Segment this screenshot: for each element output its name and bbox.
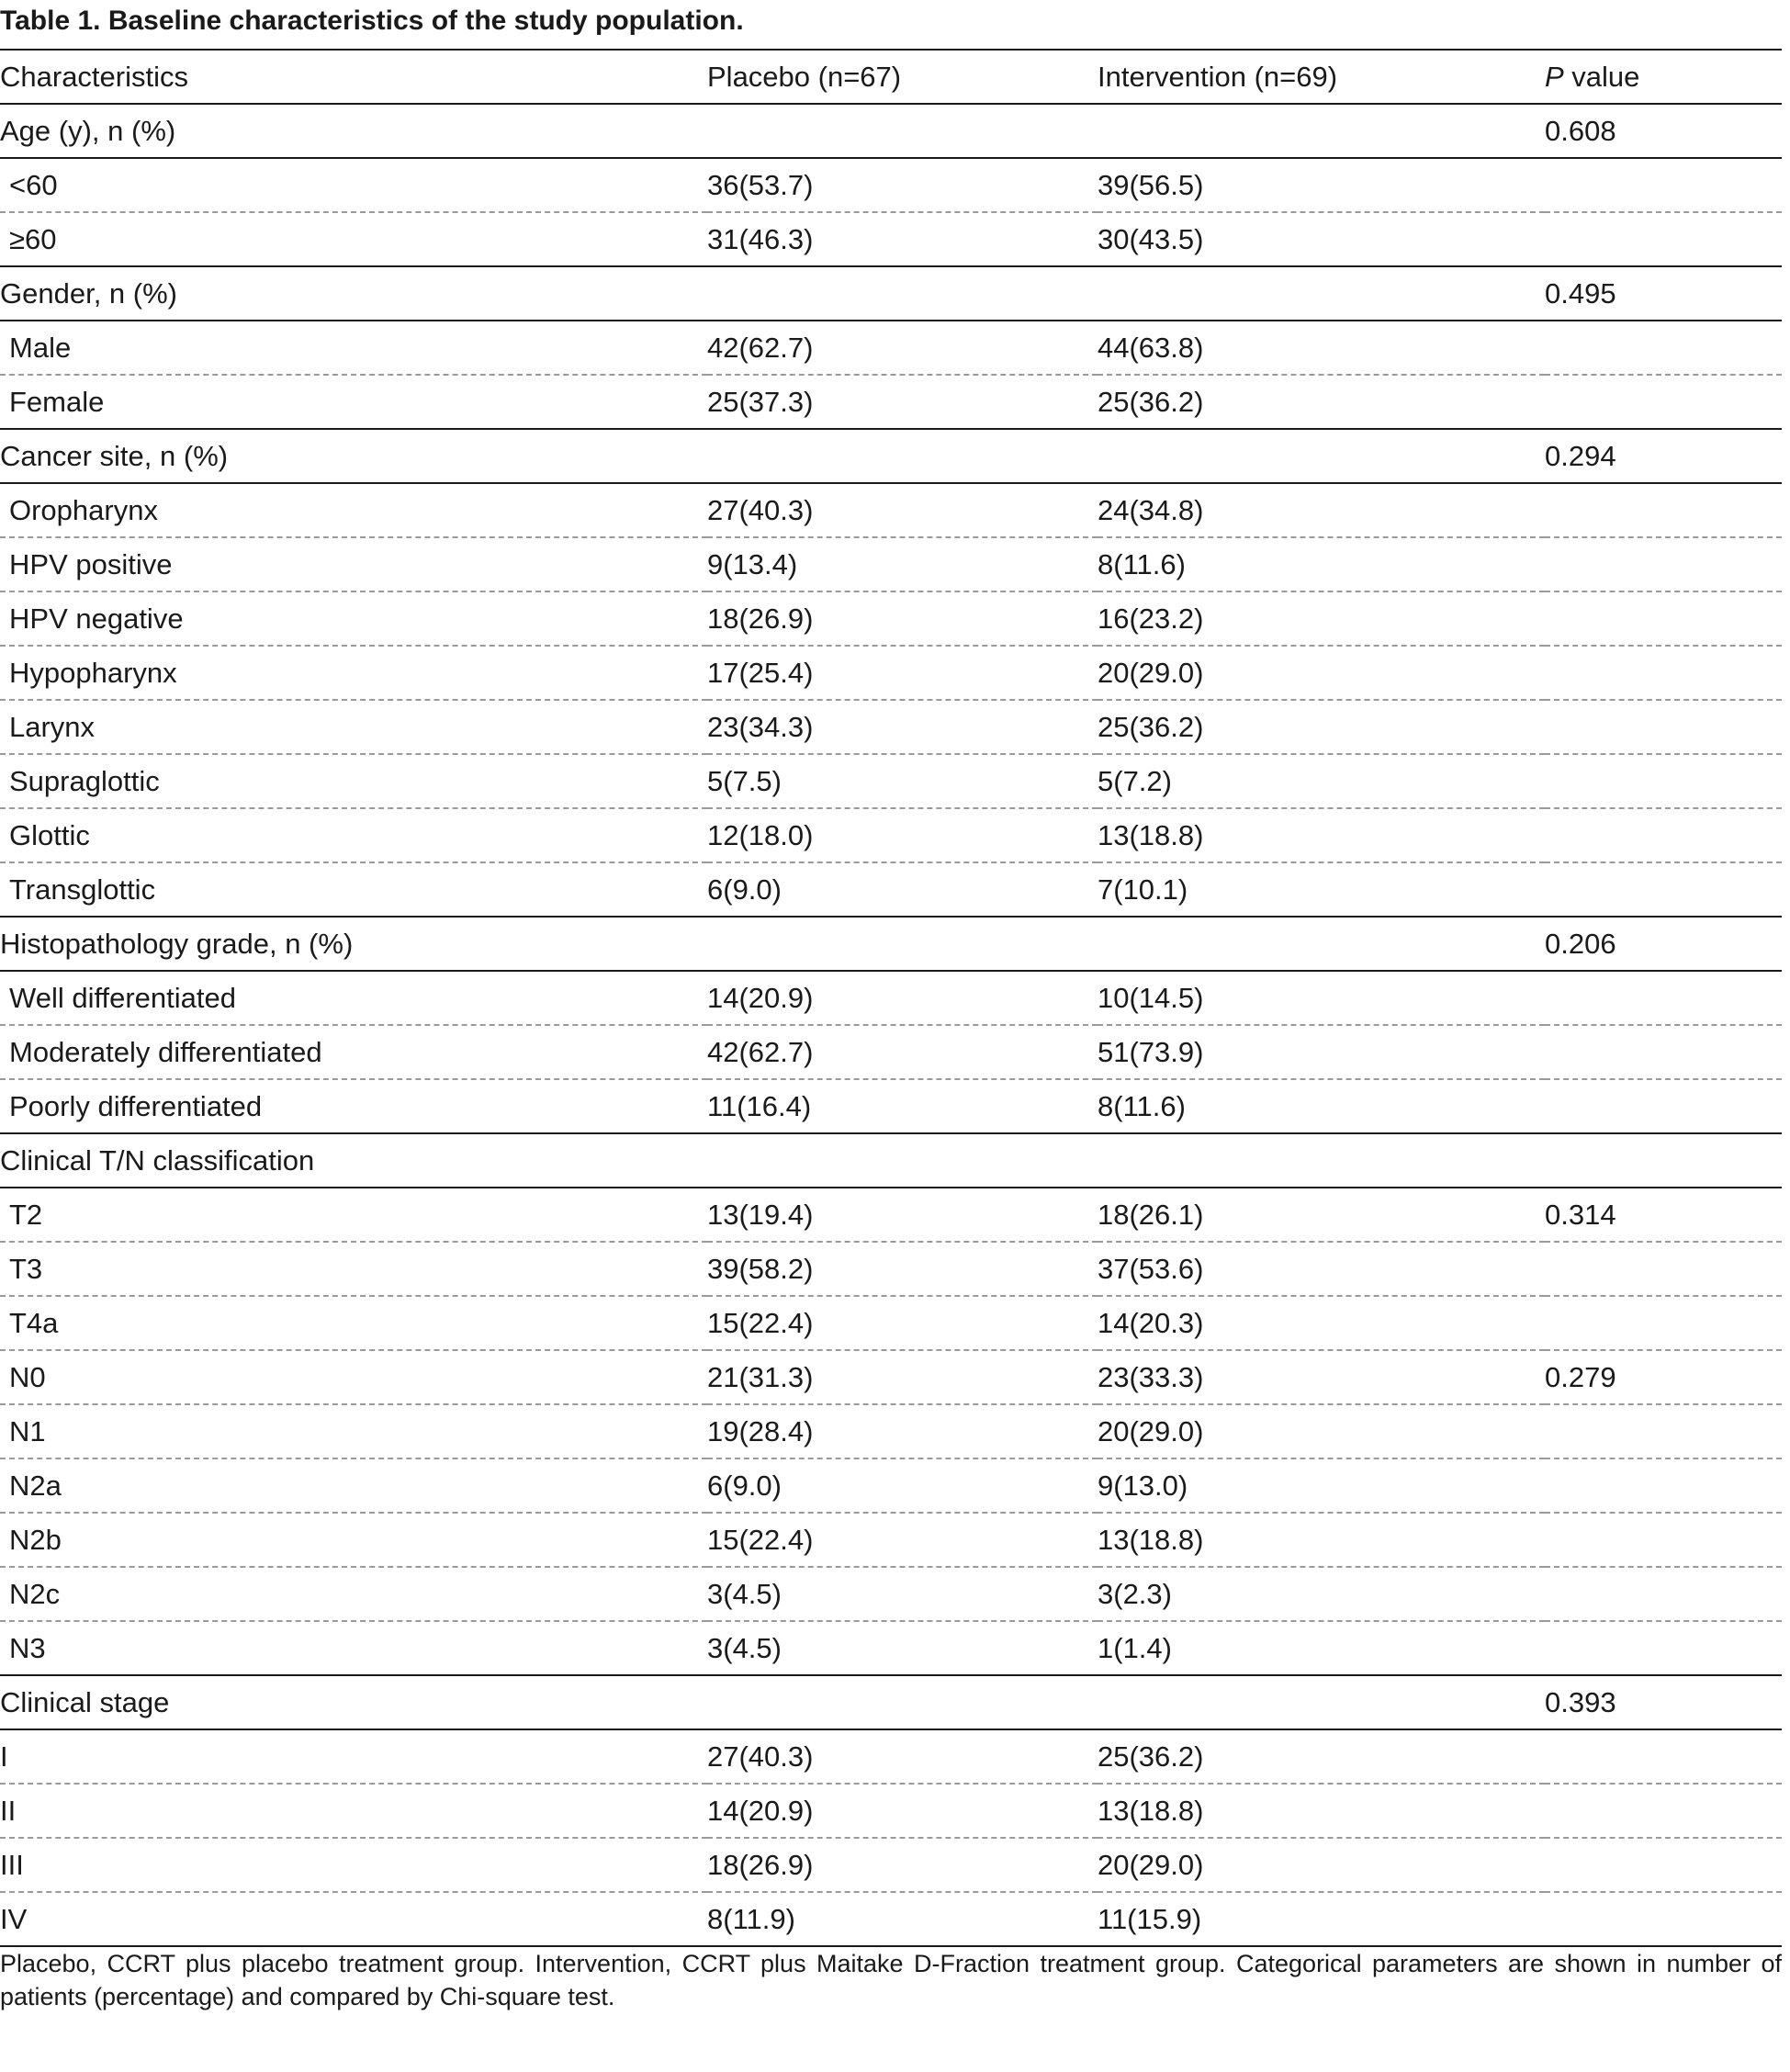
table-title: Table 1. Baseline characteristics of the study population. xyxy=(0,6,744,36)
p-value xyxy=(1545,700,1782,754)
intervention-value: 37(53.6) xyxy=(1098,1242,1545,1296)
table-row xyxy=(0,1621,1782,1675)
intervention-value: 13(18.8) xyxy=(1098,808,1545,862)
table-row xyxy=(0,104,1782,158)
placebo-value: 21(31.3) xyxy=(707,1350,1098,1404)
row-label: Histopathology grade, n (%) xyxy=(0,917,707,971)
placebo-value xyxy=(707,429,1098,483)
p-value xyxy=(1545,321,1782,375)
intervention-value: 25(36.2) xyxy=(1098,700,1545,754)
placebo-value: 8(11.9) xyxy=(707,1892,1098,1946)
intervention-value xyxy=(1098,917,1545,971)
row-label: Larynx xyxy=(0,700,707,754)
header-intervention: Intervention (n=69) xyxy=(1098,50,1545,104)
table-row xyxy=(0,266,1782,321)
intervention-value xyxy=(1098,1133,1545,1188)
placebo-value: 19(28.4) xyxy=(707,1404,1098,1458)
row-label: IV xyxy=(0,1892,707,1946)
p-value xyxy=(1545,1296,1782,1350)
intervention-value xyxy=(1098,429,1545,483)
p-value: 0.294 xyxy=(1545,429,1782,483)
table-row xyxy=(0,1188,1782,1242)
placebo-value xyxy=(707,917,1098,971)
p-value xyxy=(1545,1567,1782,1621)
table-row xyxy=(0,1350,1782,1404)
table-row xyxy=(0,537,1782,591)
row-label: Well differentiated xyxy=(0,971,707,1025)
placebo-value: 36(53.7) xyxy=(707,158,1098,212)
p-value xyxy=(1545,1513,1782,1567)
table-footnote: Placebo, CCRT plus placebo treatment group. Intervention, CCRT plus Maitake D-Fraction treatment group. Categorical parameters are shown in number of patients (percentage) and compared by Chi-square test. xyxy=(0,1950,1782,2010)
row-label: Male xyxy=(0,321,707,375)
p-value xyxy=(1545,862,1782,917)
p-value xyxy=(1545,1404,1782,1458)
placebo-value: 6(9.0) xyxy=(707,1458,1098,1513)
p-value xyxy=(1545,1242,1782,1296)
intervention-value: 9(13.0) xyxy=(1098,1458,1545,1513)
p-value: 0.608 xyxy=(1545,104,1782,158)
intervention-value: 30(43.5) xyxy=(1098,212,1545,266)
intervention-value: 25(36.2) xyxy=(1098,375,1545,429)
p-value xyxy=(1545,1621,1782,1675)
p-value xyxy=(1545,1784,1782,1838)
intervention-value: 39(56.5) xyxy=(1098,158,1545,212)
placebo-value: 3(4.5) xyxy=(707,1567,1098,1621)
intervention-value: 8(11.6) xyxy=(1098,1079,1545,1133)
p-value: 0.495 xyxy=(1545,266,1782,321)
placebo-value xyxy=(707,104,1098,158)
p-value xyxy=(1545,971,1782,1025)
row-label: I xyxy=(0,1729,707,1784)
placebo-value: 27(40.3) xyxy=(707,1729,1098,1784)
placebo-value: 42(62.7) xyxy=(707,1025,1098,1079)
p-value xyxy=(1545,1892,1782,1946)
table-row xyxy=(0,1513,1782,1567)
table-row xyxy=(0,971,1782,1025)
p-value xyxy=(1545,212,1782,266)
row-label: Glottic xyxy=(0,808,707,862)
intervention-value: 11(15.9) xyxy=(1098,1892,1545,1946)
table-row xyxy=(0,1404,1782,1458)
table-row xyxy=(0,1079,1782,1133)
p-value xyxy=(1545,375,1782,429)
p-value xyxy=(1545,1458,1782,1513)
table-row xyxy=(0,212,1782,266)
header-p-rest: value xyxy=(1563,60,1640,93)
intervention-value: 16(23.2) xyxy=(1098,591,1545,646)
placebo-value: 15(22.4) xyxy=(707,1513,1098,1567)
p-value xyxy=(1545,591,1782,646)
row-label: Hypopharynx xyxy=(0,646,707,700)
intervention-value: 10(14.5) xyxy=(1098,971,1545,1025)
intervention-value: 18(26.1) xyxy=(1098,1188,1545,1242)
p-value xyxy=(1545,808,1782,862)
placebo-value: 9(13.4) xyxy=(707,537,1098,591)
placebo-value: 13(19.4) xyxy=(707,1188,1098,1242)
table-row xyxy=(0,1892,1782,1946)
row-label: Female xyxy=(0,375,707,429)
placebo-value: 18(26.9) xyxy=(707,1838,1098,1892)
intervention-value: 8(11.6) xyxy=(1098,537,1545,591)
row-label: N1 xyxy=(0,1404,707,1458)
placebo-value: 18(26.9) xyxy=(707,591,1098,646)
intervention-value: 25(36.2) xyxy=(1098,1729,1545,1784)
p-value xyxy=(1545,483,1782,537)
p-value: 0.314 xyxy=(1545,1188,1782,1242)
intervention-value: 23(33.3) xyxy=(1098,1350,1545,1404)
placebo-value: 25(37.3) xyxy=(707,375,1098,429)
row-label: <60 xyxy=(0,158,707,212)
row-label: HPV negative xyxy=(0,591,707,646)
p-value xyxy=(1545,754,1782,808)
table-row xyxy=(0,1025,1782,1079)
table-row xyxy=(0,700,1782,754)
placebo-value: 42(62.7) xyxy=(707,321,1098,375)
placebo-value: 12(18.0) xyxy=(707,808,1098,862)
p-value xyxy=(1545,1838,1782,1892)
row-label: Transglottic xyxy=(0,862,707,917)
p-value: 0.393 xyxy=(1545,1675,1782,1729)
row-label: Moderately differentiated xyxy=(0,1025,707,1079)
row-label: Oropharynx xyxy=(0,483,707,537)
table-row xyxy=(0,808,1782,862)
row-label: Age (y), n (%) xyxy=(0,104,707,158)
p-value xyxy=(1545,646,1782,700)
row-label: Clinical stage xyxy=(0,1675,707,1729)
table-row xyxy=(0,862,1782,917)
row-label: N2c xyxy=(0,1567,707,1621)
row-label: Cancer site, n (%) xyxy=(0,429,707,483)
row-label: Supraglottic xyxy=(0,754,707,808)
placebo-value: 11(16.4) xyxy=(707,1079,1098,1133)
intervention-value: 51(73.9) xyxy=(1098,1025,1545,1079)
table-row xyxy=(0,1838,1782,1892)
table-row xyxy=(0,1133,1782,1188)
intervention-value: 5(7.2) xyxy=(1098,754,1545,808)
table-row xyxy=(0,917,1782,971)
row-label: Poorly differentiated xyxy=(0,1079,707,1133)
table-body xyxy=(0,104,1782,1946)
intervention-value: 3(2.3) xyxy=(1098,1567,1545,1621)
placebo-value xyxy=(707,1675,1098,1729)
placebo-value: 3(4.5) xyxy=(707,1621,1098,1675)
table-row xyxy=(0,1567,1782,1621)
header-characteristics: Characteristics xyxy=(0,50,707,104)
table-row xyxy=(0,429,1782,483)
header-row xyxy=(0,50,1782,104)
intervention-value: 13(18.8) xyxy=(1098,1513,1545,1567)
p-value: 0.279 xyxy=(1545,1350,1782,1404)
header-p-letter: P xyxy=(1545,60,1564,93)
intervention-value: 14(20.3) xyxy=(1098,1296,1545,1350)
intervention-value: 20(29.0) xyxy=(1098,1404,1545,1458)
row-label: HPV positive xyxy=(0,537,707,591)
table-row xyxy=(0,754,1782,808)
table-row xyxy=(0,1675,1782,1729)
intervention-value: 13(18.8) xyxy=(1098,1784,1545,1838)
table-row xyxy=(0,375,1782,429)
placebo-value: 14(20.9) xyxy=(707,971,1098,1025)
header-placebo: Placebo (n=67) xyxy=(707,50,1098,104)
row-label: II xyxy=(0,1784,707,1838)
table-row xyxy=(0,1296,1782,1350)
row-label: III xyxy=(0,1838,707,1892)
header-p-value xyxy=(1545,50,1782,104)
row-label: T2 xyxy=(0,1188,707,1242)
intervention-value xyxy=(1098,104,1545,158)
placebo-value xyxy=(707,1133,1098,1188)
intervention-value: 44(63.8) xyxy=(1098,321,1545,375)
row-label: ≥60 xyxy=(0,212,707,266)
table-row xyxy=(0,1784,1782,1838)
row-label: Gender, n (%) xyxy=(0,266,707,321)
row-label: T3 xyxy=(0,1242,707,1296)
intervention-value: 7(10.1) xyxy=(1098,862,1545,917)
row-label: N3 xyxy=(0,1621,707,1675)
p-value xyxy=(1545,158,1782,212)
intervention-value xyxy=(1098,266,1545,321)
row-label: N0 xyxy=(0,1350,707,1404)
p-value xyxy=(1545,537,1782,591)
p-value xyxy=(1545,1729,1782,1784)
placebo-value: 14(20.9) xyxy=(707,1784,1098,1838)
table-row xyxy=(0,1729,1782,1784)
p-value xyxy=(1545,1133,1782,1188)
intervention-value: 24(34.8) xyxy=(1098,483,1545,537)
intervention-value: 1(1.4) xyxy=(1098,1621,1545,1675)
table-row xyxy=(0,1242,1782,1296)
table-row xyxy=(0,591,1782,646)
placebo-value: 23(34.3) xyxy=(707,700,1098,754)
intervention-value: 20(29.0) xyxy=(1098,1838,1545,1892)
intervention-value: 20(29.0) xyxy=(1098,646,1545,700)
table-row xyxy=(0,158,1782,212)
row-label: T4a xyxy=(0,1296,707,1350)
p-value: 0.206 xyxy=(1545,917,1782,971)
placebo-value: 17(25.4) xyxy=(707,646,1098,700)
baseline-table xyxy=(0,49,1782,1947)
table-row xyxy=(0,483,1782,537)
table-row xyxy=(0,646,1782,700)
placebo-value: 6(9.0) xyxy=(707,862,1098,917)
placebo-value: 15(22.4) xyxy=(707,1296,1098,1350)
placebo-value: 5(7.5) xyxy=(707,754,1098,808)
placebo-value xyxy=(707,266,1098,321)
table-row xyxy=(0,1458,1782,1513)
p-value xyxy=(1545,1025,1782,1079)
table-row xyxy=(0,321,1782,375)
intervention-value xyxy=(1098,1675,1545,1729)
placebo-value: 27(40.3) xyxy=(707,483,1098,537)
p-value xyxy=(1545,1079,1782,1133)
placebo-value: 39(58.2) xyxy=(707,1242,1098,1296)
row-label: N2b xyxy=(0,1513,707,1567)
row-label: N2a xyxy=(0,1458,707,1513)
row-label: Clinical T/N classification xyxy=(0,1133,707,1188)
placebo-value: 31(46.3) xyxy=(707,212,1098,266)
